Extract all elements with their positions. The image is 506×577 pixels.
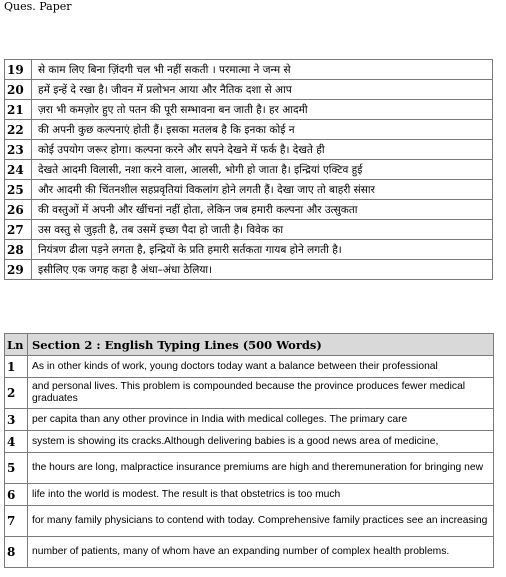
table-row	[5, 484, 494, 506]
table-row	[5, 431, 494, 453]
line-text: per capita than any other province in India with medical colleges. The primary care	[28, 409, 494, 431]
line-number: 7	[5, 506, 28, 537]
line-number: 4	[5, 431, 28, 453]
line-number: 29	[5, 260, 32, 280]
line-text: the hours are long, malpractice insurance premiums are high and theremuneration for bringing new	[28, 453, 494, 484]
line-text: As in other kinds of work, young doctors today want a balance between their professional	[28, 356, 494, 378]
line-number: 20	[5, 80, 32, 100]
line-number: 28	[5, 240, 32, 260]
table-row	[5, 378, 494, 409]
line-number: 19	[5, 60, 32, 80]
line-text: से काम लिए बिना ज़िंदगी चल भी नहीं सकती । परमात्मा ने जन्म से	[32, 60, 493, 80]
line-text: और आदमी की चिंतनशील सहप्रवृतियां विकलांग होने लगती हैं। देखा जाए तो बाहरी संसार	[32, 180, 493, 200]
line-text: life into the world is modest. The result is that obstetrics is too much	[28, 484, 494, 506]
table-row	[5, 506, 494, 537]
table-row	[5, 537, 494, 568]
line-number: 1	[5, 356, 28, 378]
line-number: 5	[5, 453, 28, 484]
table-row	[5, 220, 493, 240]
table-row	[5, 200, 493, 220]
english-lines-table	[4, 333, 494, 568]
line-text: ज़रा भी कमज़ोर हुए तो पतन की पूरी सम्भावना बन जाती है। हर आदमी	[32, 100, 493, 120]
table-row	[5, 260, 493, 280]
line-number: 26	[5, 200, 32, 220]
line-number: 6	[5, 484, 28, 506]
line-text: की अपनी कुछ कल्पनाएं होती हैं। इसका मतलब है कि इनका कोई न	[32, 120, 493, 140]
line-number: 2	[5, 378, 28, 409]
line-text: उस वस्तु से जुड़ती है, तब उसमें इच्छा पैदा हो जाती है। विवेक का	[32, 220, 493, 240]
line-number: 27	[5, 220, 32, 240]
line-text: नियंत्रण ढीला पड़ने लगता है, इन्द्रियों के प्रति हमारी सर्तकता गायब होने लगती है।	[32, 240, 493, 260]
line-text: की वस्तुओं में अपनी और खींचनां नहीं होता, लेकिन जब हमारी कल्पना और उत्सुकता	[32, 200, 493, 220]
line-text: हमें इन्हें दे रखा है। जीवन में प्रलोभन आया और नैतिक दशा से आप	[32, 80, 493, 100]
line-text: and personal lives. This problem is compounded because the province produces fewer medical graduates	[28, 378, 494, 409]
table-row	[5, 356, 494, 378]
table-row	[5, 180, 493, 200]
table-row	[5, 140, 493, 160]
line-text: system is showing its cracks.Although delivering babies is a good news area of medicine,	[28, 431, 494, 453]
page-header-title: Ques. Paper	[4, 0, 72, 13]
line-text: देखते आदमी विलासी, नशा करने वाला, आलसी, भोगी हो जाता है। इन्द्रियां एक्टिव हुई	[32, 160, 493, 180]
section-title: Section 2 : English Typing Lines (500 Words)	[28, 334, 494, 356]
table-row	[5, 80, 493, 100]
ln-column-header: Ln	[5, 334, 28, 356]
table-row	[5, 453, 494, 484]
line-number: 3	[5, 409, 28, 431]
line-text: इसीलिए एक जगह कहा है अंधा–अंधा ठेलिया।	[32, 260, 493, 280]
line-text: number of patients, many of whom have an expanding number of complex health problems.	[28, 537, 494, 568]
hindi-lines-table	[4, 59, 493, 280]
table-row	[5, 160, 493, 180]
table-row	[5, 100, 493, 120]
line-number: 8	[5, 537, 28, 568]
line-text: कोई उपयोग जरूर होगा। कल्पना करने और सपने देखने में फर्क है। देखते ही	[32, 140, 493, 160]
line-number: 22	[5, 120, 32, 140]
line-number: 25	[5, 180, 32, 200]
table-row	[5, 240, 493, 260]
table-row	[5, 120, 493, 140]
line-number: 21	[5, 100, 32, 120]
line-text: for many family physicians to contend with today. Comprehensive family practices see an increasing	[28, 506, 494, 537]
line-number: 23	[5, 140, 32, 160]
line-number: 24	[5, 160, 32, 180]
table-row	[5, 409, 494, 431]
table-header-row	[5, 334, 494, 356]
table-row	[5, 60, 493, 80]
